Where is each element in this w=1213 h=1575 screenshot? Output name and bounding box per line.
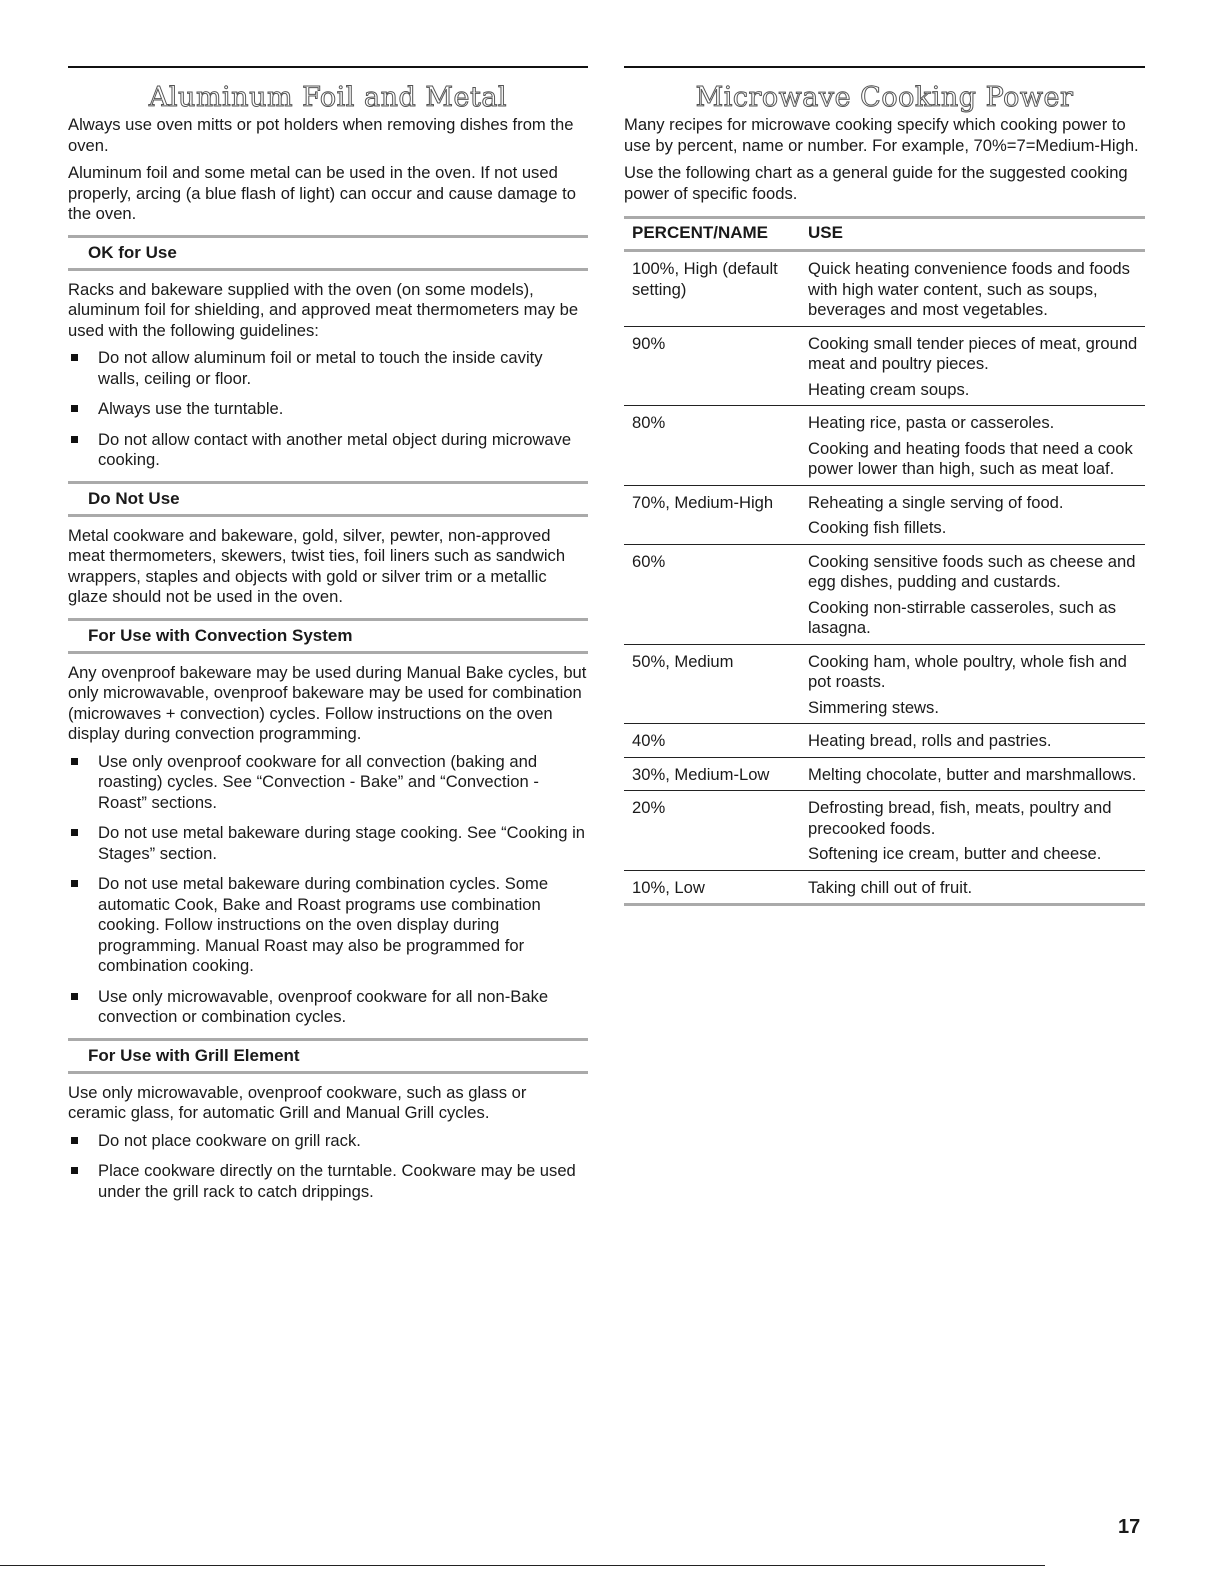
bullet-list <box>68 752 588 1028</box>
power-level: 60% <box>632 551 666 571</box>
paragraph: Always use oven mitts or pot holders when removing dishes from the oven. <box>68 115 574 155</box>
bullet-icon <box>71 993 78 1000</box>
bullet-icon <box>71 880 78 887</box>
table-row <box>624 724 1145 758</box>
use-line: Cooking sensitive foods such as cheese and egg dishes, pudding and custards. <box>808 551 1136 591</box>
power-level: 20% <box>632 798 666 817</box>
bullet-list <box>68 348 588 471</box>
table-header <box>624 216 1145 252</box>
bottom-rule <box>0 1565 1045 1566</box>
power-use <box>808 652 1145 719</box>
use-line: Melting chocolate, butter and marshmallows. <box>808 764 1137 784</box>
use-line: Reheating a single serving of food. <box>808 492 1064 512</box>
power-level: 50%, Medium <box>632 651 734 671</box>
use-line: Heating rice, pasta or casseroles. <box>808 413 1055 432</box>
bullet-icon <box>71 758 78 765</box>
page-number: 17 <box>1118 1516 1141 1538</box>
power-use <box>808 493 1145 539</box>
section-title-cooking-power: Microwave Cooking Power <box>695 82 1074 113</box>
subheading-ok-for-use: OK for Use <box>68 235 588 271</box>
list-item: Use only microwavable, ovenproof cookware for all non-Bake convection or combination cycles. <box>68 987 588 1028</box>
use-line: Heating bread, rolls and pastries. <box>808 731 1052 750</box>
paragraph: Use the following chart as a general guide for the suggested cooking power of specific foods. <box>624 163 1128 203</box>
power-level: 100%, High (default setting) <box>632 259 778 299</box>
bullet-list <box>68 1131 588 1203</box>
paragraph: Racks and bakeware supplied with the oven (on some models), aluminum foil for shielding, and approved meat thermometers may be used with the following guidelines: <box>68 279 579 340</box>
power-level: 10%, Low <box>632 877 705 897</box>
power-use <box>808 798 1145 865</box>
power-level: 70%, Medium-High <box>632 492 774 512</box>
use-line: Defrosting bread, fish, meats, poultry and precooked foods. <box>808 798 1112 838</box>
bullet-icon <box>71 1137 78 1144</box>
section-title-aluminum-foil: Aluminum Foil and Metal <box>148 82 508 113</box>
power-use <box>808 878 1145 899</box>
paragraph: Use only microwavable, ovenproof cookware, such as glass or ceramic glass, for automatic Grill and Manual Grill cycles. <box>68 1082 527 1122</box>
power-use <box>808 552 1145 639</box>
table-row <box>624 758 1145 792</box>
power-table <box>624 252 1145 906</box>
power-use <box>808 731 1145 752</box>
right-column <box>624 66 1145 906</box>
column-header-use: USE <box>808 223 843 242</box>
power-use <box>808 765 1145 786</box>
use-line: Softening ice cream, butter and cheese. <box>808 844 1102 863</box>
use-line: Cooking small tender pieces of meat, ground meat and poultry pieces. <box>808 333 1138 373</box>
top-rule <box>68 66 588 68</box>
power-use <box>808 259 1145 321</box>
list-item: Always use the turntable. <box>68 399 588 420</box>
bullet-icon <box>71 436 78 443</box>
use-line: Quick heating convenience foods and foods with high water content, such as soups, beverages and most vegetables. <box>808 259 1130 319</box>
paragraph: Any ovenproof bakeware may be used during Manual Bake cycles, but only microwavable, ovenproof bakeware may be used for combination (microwaves + convection) cycles. Follow instructions on the oven display during convection programming. <box>68 662 587 743</box>
table-row <box>624 645 1145 725</box>
subheading-do-not-use: Do Not Use <box>68 481 588 517</box>
use-line: Simmering stews. <box>808 697 939 717</box>
table-row <box>624 545 1145 645</box>
list-item: Do not place cookware on grill rack. <box>68 1131 588 1152</box>
paragraph: Aluminum foil and some metal can be used in the oven. If not used properly, arcing (a blue flash of light) can occur and cause damage to the oven. <box>68 163 576 223</box>
use-line: Cooking non-stirrable casseroles, such as lasagna. <box>808 597 1117 637</box>
power-level: 40% <box>632 731 666 750</box>
bullet-icon <box>71 829 78 836</box>
paragraph: Metal cookware and bakeware, gold, silver, pewter, non-approved meat thermometers, skewers, twist ties, foil liners such as sandwich wrappers, staples and objects with gold or silver trim or a metallic glaze should not be used in the oven. <box>68 525 566 606</box>
power-level: 80% <box>632 413 666 432</box>
use-line: Taking chill out of fruit. <box>808 877 973 897</box>
use-line: Cooking and heating foods that need a cook power lower than high, such as meat loaf. <box>808 438 1133 478</box>
power-level: 90% <box>632 333 666 353</box>
subheading-grill: For Use with Grill Element <box>68 1038 588 1074</box>
power-level: 30%, Medium-Low <box>632 764 770 784</box>
table-row <box>624 252 1145 327</box>
paragraph: Many recipes for microwave cooking specify which cooking power to use by percent, name or number. For example, 70%=7=Medium-High. <box>624 115 1139 155</box>
list-item: Do not use metal bakeware during combination cycles. Some automatic Cook, Bake and Roast programs use combination cooking. Follow instructions on the oven display during programming. Manual Roast may also be programmed for combination cooking. <box>68 874 588 977</box>
list-item: Place cookware directly on the turntable. Cookware may be used under the grill rack to catch drippings. <box>68 1161 588 1202</box>
power-use <box>808 413 1145 480</box>
table-row <box>624 327 1145 407</box>
use-line: Cooking fish fillets. <box>808 518 947 537</box>
bullet-icon <box>71 405 78 412</box>
subheading-convection: For Use with Convection System <box>68 618 588 654</box>
list-item: Do not allow aluminum foil or metal to touch the inside cavity walls, ceiling or floor. <box>68 348 588 389</box>
table-row <box>624 871 1145 907</box>
use-line: Heating cream soups. <box>808 379 970 399</box>
table-row <box>624 406 1145 486</box>
bullet-icon <box>71 354 78 361</box>
top-rule <box>624 66 1145 68</box>
table-row <box>624 486 1145 545</box>
bullet-icon <box>71 1167 78 1174</box>
list-item: Use only ovenproof cookware for all convection (baking and roasting) cycles. See “Convection - Bake” and “Convection - Roast” sections. <box>68 752 588 814</box>
list-item: Do not use metal bakeware during stage cooking. See “Cooking in Stages” section. <box>68 823 588 864</box>
list-item: Do not allow contact with another metal object during microwave cooking. <box>68 430 588 471</box>
left-column <box>68 66 588 1212</box>
table-row <box>624 791 1145 871</box>
column-header-percent: PERCENT/NAME <box>632 223 769 242</box>
power-use <box>808 334 1145 401</box>
use-line: Cooking ham, whole poultry, whole fish and pot roasts. <box>808 651 1127 691</box>
